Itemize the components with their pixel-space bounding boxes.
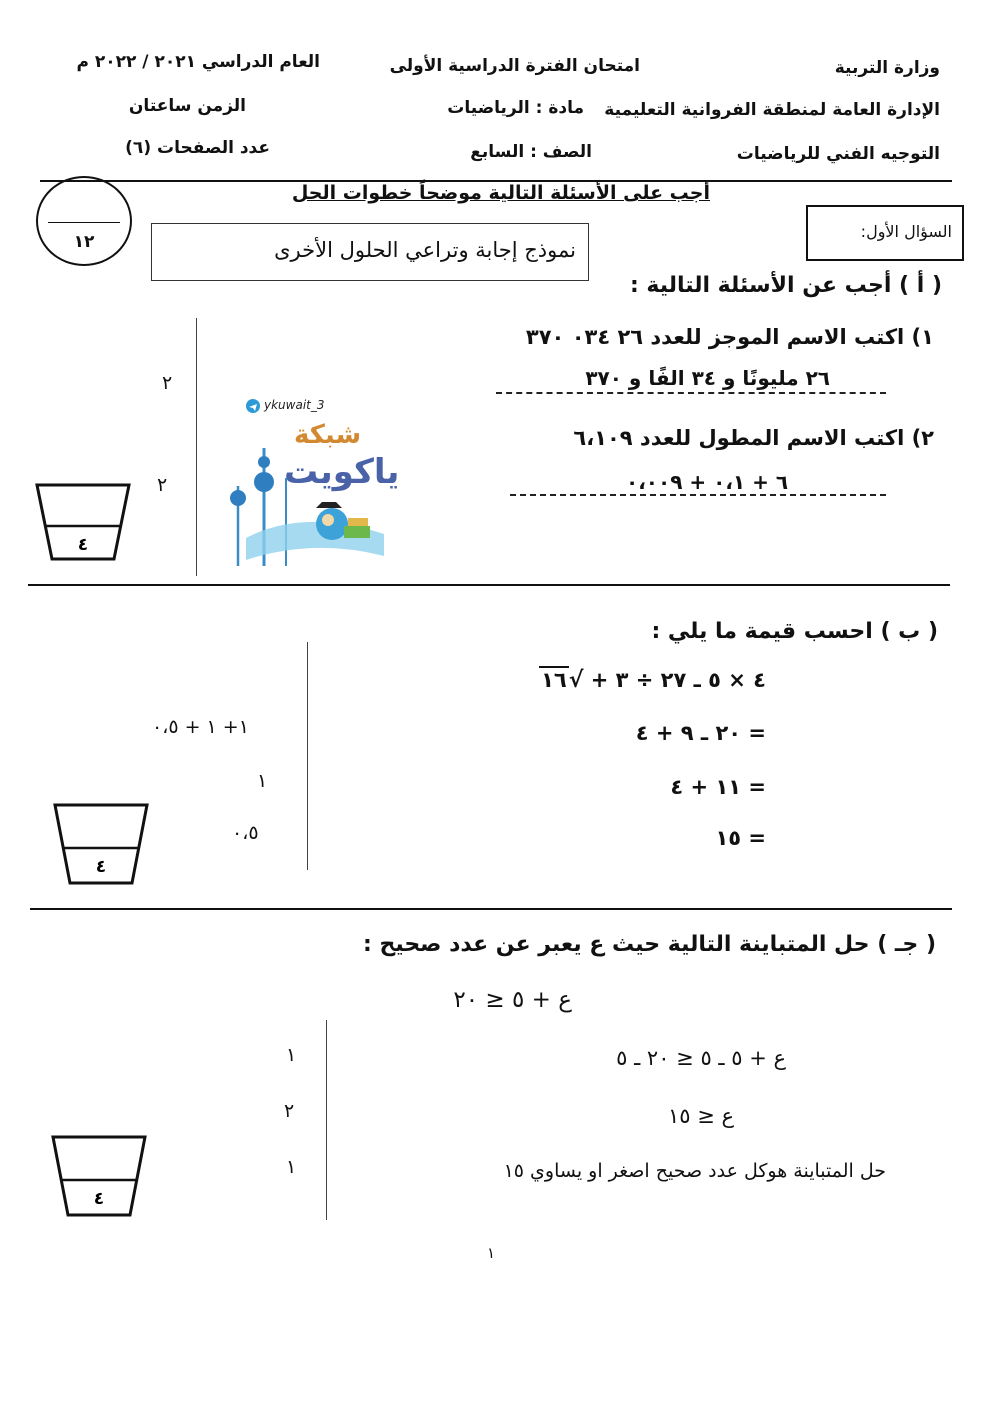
part-c-title: ( جـ ) حل المتباينة التالية حيث ع يعبر عن عدد صحيح :: [363, 932, 936, 957]
exam-title: امتحان الفترة الدراسية الأولى: [389, 56, 640, 76]
part-a-mark-1: ٢: [162, 372, 173, 394]
expression-lead: ٤ × ٥ ـ ٢٧ ÷ ٣ +: [583, 668, 766, 692]
part-a-question-2: ٢) اكتب الاسم المطول للعدد ٦،١٠٩: [573, 426, 934, 450]
answer-1-line: [496, 392, 886, 394]
part-c-mark-3: ١: [286, 1156, 297, 1178]
watermark-handle: ykuwait_3: [264, 398, 325, 412]
part-b-mark-3: ٠،٥: [232, 822, 259, 844]
answer-2-line: [510, 494, 886, 496]
question-one-box: [806, 205, 964, 261]
watermark-name-top: شبكة: [294, 420, 362, 450]
part-c-score-cup: [50, 1134, 148, 1218]
part-b-score: ٤: [95, 857, 107, 877]
part-a-title: ( أ ) أجب عن الأسئلة التالية :: [629, 273, 942, 298]
part-a-answer-1: ٢٦ مليونًا و ٣٤ الفًا و ٣٧٠: [585, 366, 830, 390]
model-answer-note: نموذج إجابة وتراعي الحلول الأخرى: [274, 238, 576, 262]
part-a-divider: [28, 584, 950, 586]
part-a-score-cup: [34, 482, 132, 562]
part-a-mark-2: ٢: [157, 474, 168, 496]
part-a-question-1: ١) اكتب الاسم الموجز للعدد ٢٦ ٠٣٤ ٣٧٠: [525, 325, 934, 349]
watermark-name-bottom: ياكويت: [284, 452, 400, 492]
part-a-score: ٤: [77, 535, 89, 555]
page-number: ١: [487, 1244, 496, 1262]
part-b-score-cup: [52, 802, 150, 886]
ministry-name: وزارة التربية: [834, 58, 940, 78]
part-c-solution: حل المتباينة هوكل عدد صحيح اصغر او يساوي ١٥: [503, 1160, 886, 1182]
telegram-icon: [246, 399, 260, 413]
part-c-margin-line: [326, 1020, 327, 1220]
grade-label: الصف : السابع: [470, 142, 592, 162]
part-c-step-2: ع ≤ ١٥: [667, 1104, 734, 1128]
part-a-margin-line: [196, 318, 197, 576]
part-c-inequality: ع + ٥ ≤ ٢٠: [453, 987, 572, 1013]
watermark-logo: [224, 398, 400, 570]
subject-label: مادة : الرياضيات: [447, 98, 584, 118]
total-score-circle: [36, 176, 132, 266]
page-count: عدد الصفحات (٦): [125, 138, 270, 158]
part-c-step-1: ع + ٥ ـ ٥ ≤ ٢٠ ـ ٥: [616, 1046, 786, 1070]
kuwait-towers-icon: [224, 438, 390, 568]
academic-year: العام الدراسي ٢٠٢١ / ٢٠٢٢ م: [76, 52, 320, 72]
part-b-step-2: = ١١ + ٤: [670, 775, 766, 799]
question-one-label: السؤال الأول:: [860, 222, 952, 241]
part-a-answer-2: ٦ + ٠،١ + ٠،٠٠٩: [626, 470, 789, 494]
score-fraction-line: [48, 222, 120, 223]
sqrt-icon: √: [568, 668, 584, 693]
part-b-step-3: = ١٥: [715, 826, 766, 850]
model-answer-box: [151, 223, 589, 281]
part-b-mark-2: ١: [257, 770, 268, 792]
telegram-plane-icon: [246, 400, 260, 414]
exam-duration: الزمن ساعتان: [128, 96, 246, 116]
part-b-margin-line: [307, 642, 308, 870]
supervision-name: التوجيه الفني للرياضيات: [736, 144, 940, 164]
directorate-name: الإدارة العامة لمنطقة الفروانية التعليمية: [604, 100, 940, 120]
part-c-mark-1: ١: [286, 1044, 297, 1066]
part-b-step-1: = ٢٠ ـ ٩ + ٤: [635, 721, 766, 745]
part-b-mark-1: ١+ ١ + ٠،٥: [152, 716, 249, 738]
part-b-expression: [508, 666, 766, 693]
total-score: ١٢: [73, 232, 95, 252]
part-c-mark-2: ٢: [284, 1100, 295, 1122]
instructions: أجب على الأسئلة التالية موضحاً خطوات الحل: [291, 182, 710, 204]
part-b-title: ( ب ) احسب قيمة ما يلي :: [651, 619, 938, 644]
part-b-divider: [30, 908, 952, 910]
part-c-score: ٤: [93, 1189, 105, 1209]
expression-sqrt-value: ١٦: [541, 668, 567, 692]
